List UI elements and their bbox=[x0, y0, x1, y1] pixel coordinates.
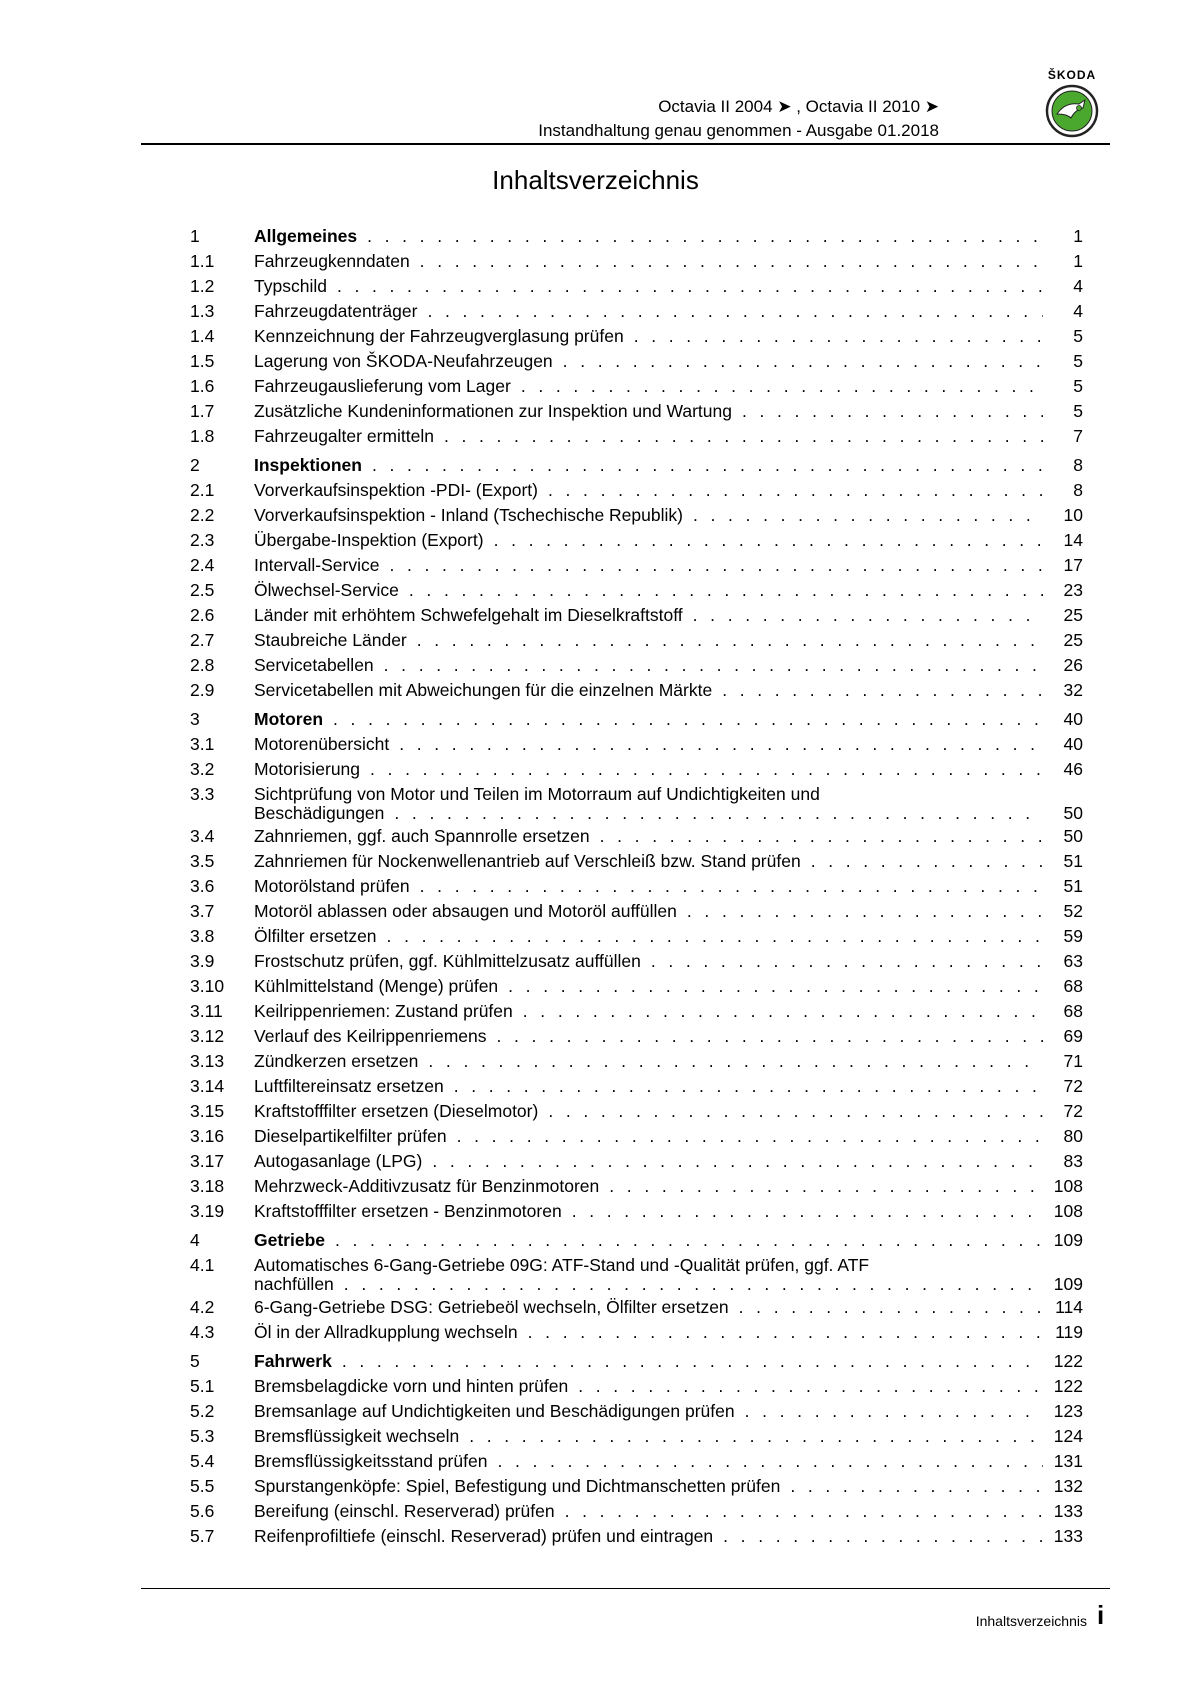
toc-dot-leader bbox=[624, 324, 1043, 349]
toc-chapter-entry[interactable] bbox=[190, 1349, 1083, 1374]
toc-entry-number: 3.17 bbox=[190, 1151, 225, 1171]
toc-entry-number: 2.8 bbox=[190, 655, 215, 675]
toc-entry[interactable] bbox=[190, 1149, 1083, 1174]
toc-dot-leader bbox=[683, 503, 1043, 528]
toc-entry[interactable] bbox=[190, 1474, 1083, 1499]
toc-entry-title: Lagerung von ŠKODA-Neufahrzeugen bbox=[254, 351, 553, 371]
toc-entry-number: 3.3 bbox=[190, 784, 215, 804]
toc-dot-leader bbox=[379, 553, 1043, 578]
toc-entry-page: 123 bbox=[1053, 1401, 1083, 1421]
toc-entry-page: 63 bbox=[1063, 951, 1083, 971]
toc-entry-page: 132 bbox=[1053, 1476, 1083, 1496]
toc-entry[interactable] bbox=[190, 299, 1083, 324]
toc-entry-number: 3.8 bbox=[190, 926, 215, 946]
toc-entry-page: 108 bbox=[1053, 1176, 1083, 1196]
toc-entry-page: 109 bbox=[1053, 1274, 1083, 1294]
toc-entry-page: 52 bbox=[1063, 901, 1083, 921]
toc-dot-leader bbox=[407, 628, 1043, 653]
toc-entry-number: 2 bbox=[190, 455, 200, 475]
toc-dot-leader bbox=[444, 1074, 1043, 1099]
toc-dot-leader bbox=[332, 1349, 1043, 1374]
toc-entry-title: Kraftstofffilter ersetzen - Benzinmotoren bbox=[254, 1201, 562, 1221]
toc-dot-leader bbox=[599, 1174, 1043, 1199]
toc-entry-title: Länder mit erhöhtem Schwefelgehalt im Dieselkraftstoff bbox=[254, 605, 683, 625]
toc-chapter-entry[interactable] bbox=[190, 707, 1083, 732]
toc-entry-page: 40 bbox=[1063, 709, 1083, 729]
toc-entry-title: Bremsflüssigkeit wechseln bbox=[254, 1426, 460, 1446]
toc-dot-leader bbox=[487, 1449, 1043, 1474]
toc-dot-leader bbox=[325, 1228, 1043, 1253]
toc-dot-leader bbox=[683, 603, 1043, 628]
toc-entry-title: Typschild bbox=[254, 276, 327, 296]
toc-entry[interactable] bbox=[190, 1049, 1083, 1074]
toc-entry[interactable] bbox=[190, 1499, 1083, 1524]
toc-entry[interactable] bbox=[190, 249, 1083, 274]
toc-entry[interactable] bbox=[190, 1449, 1083, 1474]
toc-entry-title: Fahrzeugauslieferung vom Lager bbox=[254, 376, 511, 396]
toc-entry-number: 5.1 bbox=[190, 1376, 215, 1396]
toc-entry-page: 1 bbox=[1073, 251, 1083, 271]
toc-dot-leader bbox=[357, 224, 1043, 249]
toc-entry[interactable] bbox=[190, 1399, 1083, 1424]
toc-entry[interactable] bbox=[190, 1074, 1083, 1099]
toc-entry-page: 40 bbox=[1063, 734, 1083, 754]
toc-entry-number: 5.3 bbox=[190, 1426, 215, 1446]
toc-dot-leader bbox=[374, 653, 1043, 678]
toc-dot-leader bbox=[553, 349, 1043, 374]
toc-entry-number: 3.2 bbox=[190, 759, 215, 779]
toc-entry-number: 1.5 bbox=[190, 351, 215, 371]
toc-entry-title-continued: nachfüllen bbox=[254, 1274, 334, 1294]
toc-entry-title: Motorenübersicht bbox=[254, 734, 390, 754]
toc-entry-number: 1 bbox=[190, 226, 200, 246]
toc-entry-number: 3.12 bbox=[190, 1026, 225, 1046]
page-title: Inhaltsverzeichnis bbox=[492, 165, 699, 195]
toc-entry-number: 1.8 bbox=[190, 426, 215, 446]
toc-entry-number: 3.9 bbox=[190, 951, 215, 971]
toc-entry[interactable] bbox=[190, 1174, 1083, 1199]
toc-chapter-entry[interactable] bbox=[190, 1228, 1083, 1253]
toc-entry-title: Motorisierung bbox=[254, 759, 361, 779]
toc-entry-number: 5.7 bbox=[190, 1526, 215, 1546]
toc-entry-title: Bremsanlage auf Undichtigkeiten und Beschädigungen prüfen bbox=[254, 1401, 735, 1421]
toc-entry[interactable] bbox=[190, 874, 1083, 899]
toc-entry-page: 59 bbox=[1063, 926, 1083, 946]
toc-entry[interactable] bbox=[190, 349, 1083, 374]
toc-entry-page: 5 bbox=[1073, 326, 1083, 346]
toc-entry-title: Mehrzweck-Additivzusatz für Benzinmotoren bbox=[254, 1176, 600, 1196]
skoda-logo bbox=[1036, 68, 1108, 140]
toc-entry-title: Servicetabellen mit Abweichungen für die einzelnen Märkte bbox=[254, 680, 713, 700]
toc-entry-number: 1.7 bbox=[190, 401, 215, 421]
toc-dot-leader bbox=[780, 1474, 1043, 1499]
toc-entry-title: Fahrwerk bbox=[254, 1351, 332, 1371]
toc-entry-number: 3.6 bbox=[190, 876, 215, 896]
toc-entry-page: 133 bbox=[1053, 1501, 1083, 1521]
toc-dot-leader bbox=[641, 949, 1043, 974]
toc-entry-number: 3 bbox=[190, 709, 200, 729]
toc-entry-title: Kühlmittelstand (Menge) prüfen bbox=[254, 976, 499, 996]
toc-dot-leader bbox=[360, 757, 1043, 782]
toc-entry-number: 3.15 bbox=[190, 1101, 225, 1121]
toc-entry-page: 122 bbox=[1053, 1376, 1083, 1396]
toc-dot-leader bbox=[538, 1099, 1043, 1124]
toc-entry-page: 72 bbox=[1063, 1101, 1083, 1121]
toc-entry-page: 51 bbox=[1063, 876, 1083, 896]
toc-entry-title: Keilrippenriemen: Zustand prüfen bbox=[254, 1001, 513, 1021]
toc-entry-title: Dieselpartikelfilter prüfen bbox=[254, 1126, 447, 1146]
toc-entry-title: Ölfilter ersetzen bbox=[254, 926, 377, 946]
toc-dot-leader bbox=[418, 1049, 1043, 1074]
toc-entry-page: 108 bbox=[1053, 1201, 1083, 1221]
toc-entry-title: Bremsbelagdicke vorn und hinten prüfen bbox=[254, 1376, 569, 1396]
toc-entry-title: Verlauf des Keilrippenriemens bbox=[254, 1026, 487, 1046]
header-edition-line: Instandhaltung genau genommen - Ausgabe 01.2018 bbox=[538, 121, 939, 140]
toc-entry[interactable] bbox=[190, 274, 1083, 299]
toc-entry-number: 5.4 bbox=[190, 1451, 215, 1471]
toc-entry[interactable] bbox=[190, 849, 1083, 874]
toc-entry[interactable] bbox=[190, 999, 1083, 1024]
toc-entry-title: Zahnriemen, ggf. auch Spannrolle ersetzen bbox=[254, 826, 590, 846]
toc-entry-page: 114 bbox=[1055, 1297, 1083, 1317]
toc-entry-number: 3.10 bbox=[190, 976, 225, 996]
toc-entry-title: Bremsflüssigkeitsstand prüfen bbox=[254, 1451, 488, 1471]
toc-entry-number: 5.5 bbox=[190, 1476, 215, 1496]
toc-entry-continuation[interactable] bbox=[190, 1274, 1083, 1295]
toc-entry[interactable] bbox=[190, 1374, 1083, 1399]
toc-entry-number: 4.2 bbox=[190, 1297, 215, 1317]
toc-entry-title: Fahrzeugkenndaten bbox=[254, 251, 410, 271]
brand-name: ŠKODA bbox=[1047, 68, 1097, 82]
toc-dot-leader bbox=[518, 1320, 1043, 1345]
toc-entry[interactable] bbox=[190, 653, 1083, 678]
toc-entry-number: 3.4 bbox=[190, 826, 215, 846]
toc-entry[interactable] bbox=[190, 424, 1083, 449]
toc-entry-page: 32 bbox=[1063, 680, 1083, 700]
toc-dot-leader bbox=[410, 249, 1043, 274]
toc-entry-title: Autogasanlage (LPG) bbox=[254, 1151, 423, 1171]
toc-dot-leader bbox=[677, 899, 1043, 924]
toc-entry-page: 133 bbox=[1053, 1526, 1083, 1546]
toc-dot-leader bbox=[422, 1149, 1043, 1174]
toc-entry[interactable] bbox=[190, 949, 1083, 974]
toc-entry-title: Reifenprofiltiefe (einschl. Reserverad) prüfen und eintragen bbox=[254, 1526, 714, 1546]
footer-rule bbox=[141, 1588, 1110, 1589]
toc-entry[interactable] bbox=[190, 974, 1083, 999]
toc-dot-leader bbox=[732, 399, 1043, 424]
toc-entry-page: 25 bbox=[1063, 605, 1083, 625]
toc-dot-leader bbox=[389, 732, 1043, 757]
toc-entry-title: Motorölstand prüfen bbox=[254, 876, 410, 896]
toc-dot-leader bbox=[712, 678, 1043, 703]
toc-entry-page: 8 bbox=[1073, 455, 1083, 475]
toc-entry-number: 4.1 bbox=[190, 1255, 215, 1275]
toc-entry-number: 3.18 bbox=[190, 1176, 225, 1196]
toc-entry-title: Intervall-Service bbox=[254, 555, 380, 575]
toc-chapter-entry[interactable] bbox=[190, 224, 1083, 249]
toc-entry-number: 4 bbox=[190, 1230, 200, 1250]
toc-entry[interactable] bbox=[190, 528, 1083, 553]
toc-entry[interactable] bbox=[190, 1099, 1083, 1124]
footer-section-label: Inhaltsverzeichnis bbox=[975, 1613, 1087, 1629]
toc-entry[interactable] bbox=[190, 732, 1083, 757]
toc-dot-leader bbox=[399, 578, 1043, 603]
toc-entry-number: 2.3 bbox=[190, 530, 215, 550]
toc-entry-number: 3.7 bbox=[190, 901, 215, 921]
toc-dot-leader bbox=[735, 1399, 1043, 1424]
toc-entry-title: Sichtprüfung von Motor und Teilen im Motorraum auf Undichtigkeiten und bbox=[254, 784, 820, 804]
toc-dot-leader bbox=[562, 1199, 1043, 1224]
toc-entry-page: 5 bbox=[1073, 351, 1083, 371]
toc-entry-title: Ölwechsel-Service bbox=[254, 580, 399, 600]
toc-entry-number: 3.13 bbox=[190, 1051, 225, 1071]
toc-entry-number: 2.6 bbox=[190, 605, 215, 625]
toc-entry-page: 131 bbox=[1053, 1451, 1083, 1471]
toc-entry-title: Kraftstofffilter ersetzen (Dieselmotor) bbox=[254, 1101, 539, 1121]
toc-entry-page: 72 bbox=[1063, 1076, 1083, 1096]
toc-entry-number: 5.6 bbox=[190, 1501, 215, 1521]
toc-dot-leader bbox=[362, 453, 1043, 478]
toc-entry-continuation[interactable] bbox=[190, 803, 1083, 824]
header-rule bbox=[141, 143, 1110, 145]
toc-entry-page: 4 bbox=[1073, 301, 1083, 321]
toc-entry-number: 3.16 bbox=[190, 1126, 225, 1146]
toc-entry-page: 14 bbox=[1063, 530, 1083, 550]
toc-entry-number: 3.11 bbox=[190, 1001, 223, 1021]
toc-entry-title: Kennzeichnung der Fahrzeugverglasung prüfen bbox=[254, 326, 624, 346]
toc-entry-title: Allgemeines bbox=[254, 226, 358, 246]
toc-entry-page: 4 bbox=[1073, 276, 1083, 296]
toc-dot-leader bbox=[410, 874, 1043, 899]
toc-entry-title: Inspektionen bbox=[254, 455, 362, 475]
toc-dot-leader bbox=[590, 824, 1043, 849]
toc-entry-number: 1.1 bbox=[190, 251, 215, 271]
toc-entry-title: Zahnriemen für Nockenwellenantrieb auf Verschleiß bzw. Stand prüfen bbox=[254, 851, 801, 871]
toc-entry[interactable] bbox=[190, 603, 1083, 628]
toc-entry-number: 3.19 bbox=[190, 1201, 225, 1221]
toc-entry-page: 50 bbox=[1063, 803, 1083, 823]
toc-entry-number: 4.3 bbox=[190, 1322, 215, 1342]
toc-dot-leader bbox=[459, 1424, 1043, 1449]
toc-entry-page: 50 bbox=[1063, 826, 1083, 846]
toc-dot-leader bbox=[801, 849, 1043, 874]
toc-entry[interactable] bbox=[190, 1524, 1083, 1549]
toc-entry-page: 1 bbox=[1073, 226, 1083, 246]
toc-entry-page: 5 bbox=[1073, 401, 1083, 421]
toc-entry-number: 1.3 bbox=[190, 301, 215, 321]
toc-entry[interactable] bbox=[190, 1424, 1083, 1449]
toc-entry-number: 2.1 bbox=[190, 480, 215, 500]
toc-entry-page: 83 bbox=[1063, 1151, 1083, 1171]
toc-entry-title: Vorverkaufsinspektion - Inland (Tschechische Republik) bbox=[254, 505, 683, 525]
toc-entry[interactable] bbox=[190, 757, 1083, 782]
toc-entry-page: 5 bbox=[1073, 376, 1083, 396]
toc-entry-number: 2.5 bbox=[190, 580, 215, 600]
toc-entry-page: 26 bbox=[1063, 655, 1083, 675]
toc-entry[interactable] bbox=[190, 1320, 1083, 1345]
toc-dot-leader bbox=[513, 999, 1043, 1024]
toc-entry-title: Getriebe bbox=[254, 1230, 325, 1250]
toc-dot-leader bbox=[487, 1024, 1044, 1049]
toc-dot-leader bbox=[377, 924, 1043, 949]
toc-dot-leader bbox=[447, 1124, 1043, 1149]
toc-dot-leader bbox=[511, 374, 1043, 399]
toc-entry-page: 68 bbox=[1063, 1001, 1083, 1021]
toc-dot-leader bbox=[729, 1295, 1043, 1320]
toc-entry-title: Fahrzeugdatenträger bbox=[254, 301, 418, 321]
toc-chapter-entry[interactable] bbox=[190, 453, 1083, 478]
toc-dot-leader bbox=[555, 1499, 1043, 1524]
toc-entry-title: Spurstangenköpfe: Spiel, Befestigung und Dichtmanschetten prüfen bbox=[254, 1476, 781, 1496]
toc-dot-leader bbox=[327, 274, 1043, 299]
toc-entry-page: 46 bbox=[1063, 759, 1083, 779]
toc-entry-page: 122 bbox=[1053, 1351, 1083, 1371]
toc-entry[interactable] bbox=[190, 1124, 1083, 1149]
toc-entry-title: Motoren bbox=[254, 709, 324, 729]
toc-entry-number: 2.9 bbox=[190, 680, 215, 700]
toc-entry[interactable] bbox=[190, 578, 1083, 603]
toc-dot-leader bbox=[568, 1374, 1043, 1399]
toc-entry-title: 6-Gang-Getriebe DSG: Getriebeöl wechseln, Ölfilter ersetzen bbox=[254, 1297, 729, 1317]
toc-entry-page: 17 bbox=[1063, 555, 1083, 575]
toc-entry[interactable] bbox=[190, 1199, 1083, 1224]
toc-entry-page: 109 bbox=[1053, 1230, 1083, 1250]
toc-dot-leader bbox=[498, 974, 1043, 999]
toc-entry-title: Automatisches 6-Gang-Getriebe 09G: ATF-Stand und -Qualität prüfen, ggf. ATF bbox=[254, 1255, 870, 1275]
toc-entry-title: Öl in der Allradkupplung wechseln bbox=[254, 1322, 518, 1342]
toc-entry[interactable] bbox=[190, 399, 1083, 424]
toc-entry-page: 119 bbox=[1055, 1322, 1083, 1342]
toc-entry-number: 3.1 bbox=[190, 734, 215, 754]
toc-entry-number: 5.2 bbox=[190, 1401, 215, 1421]
toc-entry-number: 2.4 bbox=[190, 555, 215, 575]
toc-entry-page: 23 bbox=[1063, 580, 1083, 600]
toc-entry-title: Staubreiche Länder bbox=[254, 630, 407, 650]
toc-dot-leader bbox=[538, 478, 1043, 503]
toc-entry-page: 25 bbox=[1063, 630, 1083, 650]
toc-entry-page: 51 bbox=[1063, 851, 1083, 871]
toc-entry-page: 69 bbox=[1063, 1026, 1083, 1046]
toc-entry-title: Zündkerzen ersetzen bbox=[254, 1051, 419, 1071]
footer-page-number: i bbox=[1097, 1600, 1105, 1630]
toc-entry[interactable] bbox=[190, 553, 1083, 578]
toc-entry-title: Übergabe-Inspektion (Export) bbox=[254, 530, 484, 550]
toc-entry-title-continued: Beschädigungen bbox=[254, 803, 385, 823]
toc-entry-title: Bereifung (einschl. Reserverad) prüfen bbox=[254, 1501, 555, 1521]
table-of-contents bbox=[190, 224, 1083, 1549]
toc-entry-page: 68 bbox=[1063, 976, 1083, 996]
header-model-line: Octavia II 2004 ➤ , Octavia II 2010 ➤ bbox=[658, 97, 939, 116]
toc-entry-title: Frostschutz prüfen, ggf. Kühlmittelzusatz auffüllen bbox=[254, 951, 641, 971]
toc-entry[interactable] bbox=[190, 1295, 1083, 1320]
toc-entry[interactable] bbox=[190, 824, 1083, 849]
toc-entry-number: 1.4 bbox=[190, 326, 215, 346]
toc-entry-page: 8 bbox=[1073, 480, 1083, 500]
toc-entry[interactable] bbox=[190, 324, 1083, 349]
toc-entry-title: Servicetabellen bbox=[254, 655, 374, 675]
toc-dot-leader bbox=[484, 528, 1043, 553]
toc-dot-leader bbox=[384, 803, 1043, 824]
toc-entry-number: 3.5 bbox=[190, 851, 215, 871]
skoda-winged-arrow-icon bbox=[1045, 84, 1099, 138]
toc-entry-page: 7 bbox=[1073, 426, 1083, 446]
toc-entry[interactable] bbox=[190, 374, 1083, 399]
toc-dot-leader bbox=[334, 1274, 1043, 1295]
toc-entry-page: 80 bbox=[1063, 1126, 1083, 1146]
toc-entry[interactable] bbox=[190, 478, 1083, 503]
toc-dot-leader bbox=[434, 424, 1043, 449]
toc-entry[interactable] bbox=[190, 924, 1083, 949]
toc-entry-number: 2.2 bbox=[190, 505, 215, 525]
toc-entry[interactable] bbox=[190, 678, 1083, 703]
toc-entry-page: 71 bbox=[1063, 1051, 1083, 1071]
toc-entry-page: 10 bbox=[1063, 505, 1083, 525]
toc-entry-number: 1.6 bbox=[190, 376, 215, 396]
toc-entry-number: 5 bbox=[190, 1351, 200, 1371]
toc-entry-title: Luftfiltereinsatz ersetzen bbox=[254, 1076, 444, 1096]
toc-entry-number: 2.7 bbox=[190, 630, 215, 650]
toc-entry-title: Vorverkaufsinspektion -PDI- (Export) bbox=[254, 480, 538, 500]
toc-entry[interactable] bbox=[190, 503, 1083, 528]
toc-dot-leader bbox=[713, 1524, 1043, 1549]
toc-entry[interactable] bbox=[190, 1024, 1083, 1049]
toc-dot-leader bbox=[417, 299, 1043, 324]
toc-entry-title: Motoröl ablassen oder absaugen und Motoröl auffüllen bbox=[254, 901, 677, 921]
toc-entry[interactable] bbox=[190, 899, 1083, 924]
toc-entry-page: 124 bbox=[1053, 1426, 1083, 1446]
toc-entry-number: 1.2 bbox=[190, 276, 215, 296]
toc-entry[interactable] bbox=[190, 628, 1083, 653]
toc-entry-number: 3.14 bbox=[190, 1076, 225, 1096]
toc-dot-leader bbox=[323, 707, 1043, 732]
toc-entry-title: Zusätzliche Kundeninformationen zur Inspektion und Wartung bbox=[254, 401, 732, 421]
toc-entry-title: Fahrzeugalter ermitteln bbox=[254, 426, 434, 446]
